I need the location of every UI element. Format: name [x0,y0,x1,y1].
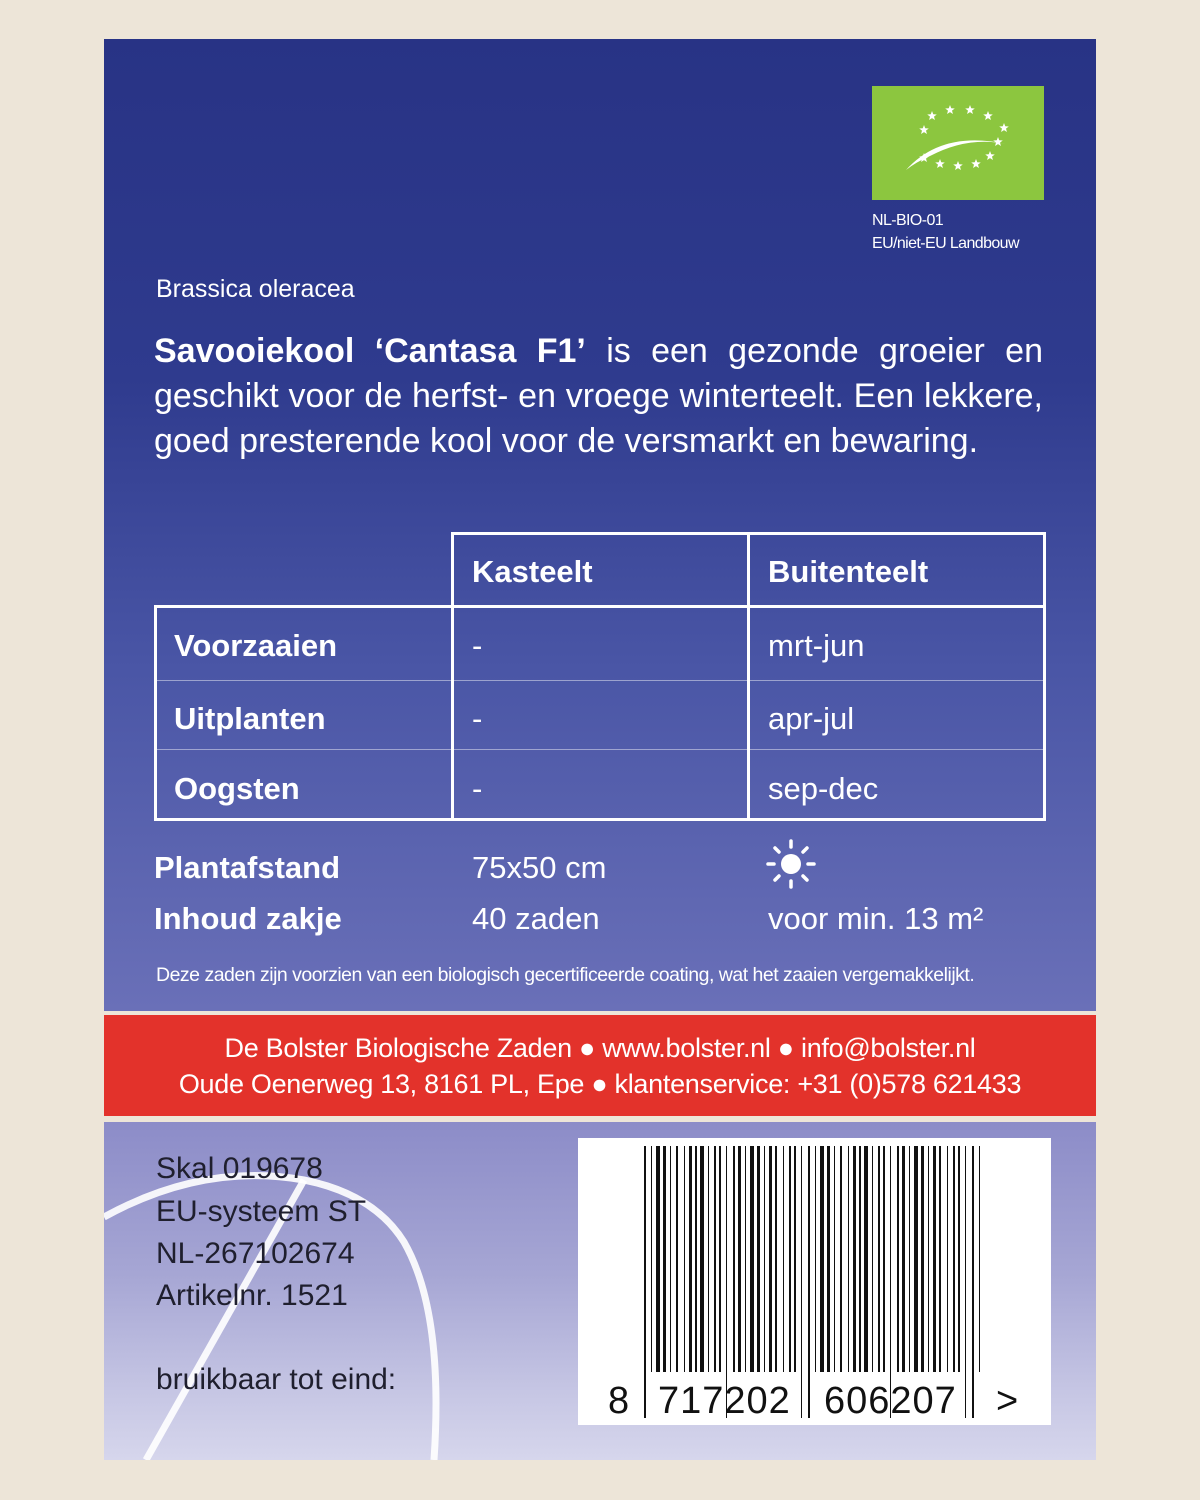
eu-star-icon [971,159,981,168]
sowing-schedule-table [154,532,1046,821]
row-label: Uitplanten [174,701,326,736]
barcode-bar [644,1146,646,1418]
registration-panel [104,1122,1096,1460]
sun-graphic [766,839,816,889]
barcode-left-group: 717202 [658,1380,791,1422]
barcode-bar [909,1146,910,1372]
latin-name: Brassica oleracea [156,275,355,303]
seed-packet-back [104,39,1096,1460]
barcode-right-group: 606207 [824,1380,957,1422]
barcode-bar [933,1146,936,1372]
barcode-bar [670,1146,671,1372]
eu-star-icon [993,137,1003,146]
barcode-bar [757,1146,760,1372]
product-description [154,329,1043,464]
barcode-marker: > [996,1380,1019,1422]
barcode-bar [733,1146,735,1372]
barcode-bar [848,1146,849,1372]
product-info-panel [104,39,1096,1011]
content-label: Inhoud zakje [154,901,342,936]
barcode-bar [953,1146,955,1372]
barcode-bars [578,1138,1051,1425]
barcode-bar [815,1146,816,1372]
barcode-bar [750,1146,754,1372]
barcode-bar [928,1146,929,1372]
certification-text [872,209,1019,255]
barcode-bar [775,1146,777,1372]
barcode-bar [979,1146,980,1372]
barcode-bar [883,1146,885,1372]
cert-code: NL-BIO-01 [872,212,944,229]
barcode-bar [947,1146,948,1372]
barcode-bar [965,1146,966,1418]
barcode-bar [820,1146,824,1372]
article-number: Artikelnr. 1521 [156,1279,348,1312]
best-before-label: bruikbaar tot eind: [156,1363,397,1396]
barcode-bar [719,1146,721,1372]
sun-icon [766,839,816,889]
barcode-bar [789,1146,791,1372]
barcode-bar [902,1146,905,1372]
coverage-value: voor min. 13 m² [768,901,984,936]
barcode-bar [808,1146,810,1418]
eu-star-icon [983,111,993,120]
row-label: Voorzaaien [174,628,338,663]
cell-kasteelt: - [472,628,483,663]
barcode-bar [840,1146,842,1372]
barcode-bar [708,1146,709,1372]
barcode-bar [684,1146,685,1372]
barcode-bar [921,1146,924,1372]
barcode-bar [663,1146,666,1372]
column-header-kasteelt: Kasteelt [472,554,593,589]
company-line-2: Oude Oenerweg 13, 8161 PL, Epe ● klantenservice: +31 (0)578 621433 [178,1069,1022,1099]
cert-origin: EU/niet-EU Landbouw [872,235,1019,252]
eu-system: EU-systeem ST [156,1195,367,1228]
barcode-bar [726,1146,727,1418]
barcode-bar [878,1146,880,1372]
barcode-bar [794,1146,796,1372]
barcode-bar [890,1146,891,1418]
eu-star-icon [999,123,1009,132]
barcode-bar [714,1146,716,1372]
barcode-bar [745,1146,746,1372]
barcode-bar [853,1146,856,1372]
barcode-bar [834,1146,835,1372]
barcode-bar [738,1146,741,1372]
company-contact-band [104,1015,1096,1116]
barcode-bar [872,1146,873,1372]
barcode-bar [914,1146,918,1372]
cell-buitenteelt: mrt-jun [768,628,865,663]
spacing-value: 75x50 cm [472,850,607,885]
description-text: is een gezonde groeier en geschikt voor de herfst- en vroege winterteelt. Een lekkere, goed presterende kool voor de versmarkt en bewaring. [154,332,1043,460]
eu-star-icon [985,151,995,160]
barcode-bar [801,1146,802,1418]
barcode-bar [897,1146,899,1372]
content-value: 40 zaden [472,901,600,936]
barcode-bar [651,1146,652,1372]
cell-buitenteelt: sep-dec [768,771,879,806]
barcode-bar [864,1146,868,1372]
cell-buitenteelt: apr-jul [768,701,855,736]
product-name: Savooiekool ‘Cantasa F1’ [154,332,586,370]
barcode-bar [689,1146,692,1372]
eu-star-icon [919,125,929,134]
barcode-bar [769,1146,772,1372]
barcode-bar [958,1146,960,1372]
barcode-bar [656,1146,660,1372]
eu-star-icon [927,111,937,120]
eu-star-icon [953,161,963,170]
cell-kasteelt: - [472,701,483,736]
column-header-buitenteelt: Buitenteelt [768,554,929,589]
spacing-label: Plantafstand [154,850,341,885]
barcode-bar [700,1146,704,1372]
barcode-bar [972,1146,974,1418]
eu-star-icon [965,105,975,114]
barcode-bar [859,1146,861,1372]
eu-star-icon [935,159,945,168]
barcode [578,1138,1051,1425]
row-label: Oogsten [174,771,300,806]
barcode-first-digit: 8 [608,1380,630,1422]
barcode-bar [783,1146,784,1372]
cell-kasteelt: - [472,771,483,806]
skal-number: Skal 019678 [156,1152,323,1185]
barcode-bar [695,1146,697,1372]
barcode-bar [827,1146,830,1372]
barcode-bar [939,1146,941,1372]
eu-organic-leaf-icon [872,86,1044,200]
company-line-1: De Bolster Biologische Zaden ● www.bolster.nl ● info@bolster.nl [224,1033,976,1063]
barcode-bar [676,1146,678,1372]
coating-note: Deze zaden zijn voorzien van een biologisch gecertificeerde coating, wat het zaaien vergemakkelijkt. [156,964,975,986]
eu-organic-leaf-graphic [872,86,1044,200]
nl-registration-number: NL-267102674 [156,1237,355,1270]
barcode-bar [764,1146,765,1372]
eu-star-icon [945,105,955,114]
